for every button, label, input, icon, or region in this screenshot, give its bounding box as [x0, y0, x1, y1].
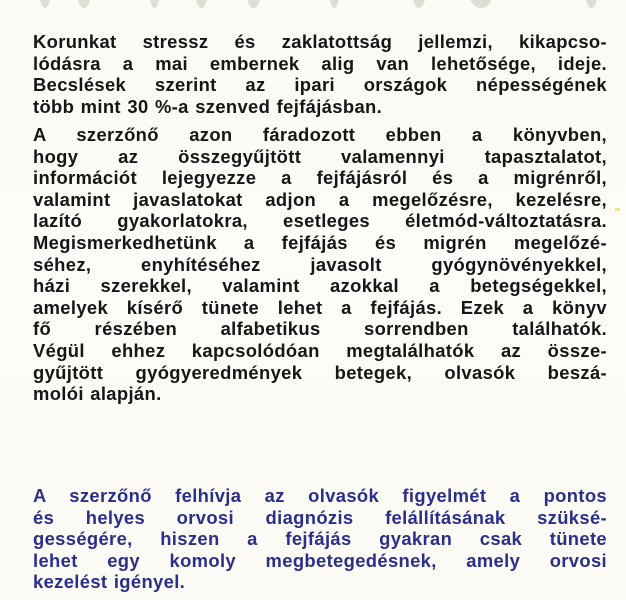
text-line: házi szerekkel, valamint azokkal a betegségekkel, — [33, 275, 607, 297]
text-line: fő részében alfabetikus sorrendben találhatók. — [33, 318, 607, 340]
text-line: Korunkat stressz és zaklatottság jellemzi, kikapcso- — [33, 31, 607, 52]
text-line: lódásra a mai embernek alig van lehetősége, ideje. — [33, 52, 607, 74]
text-line: gyűjtött gyógyeredmények betegek, olvasók beszá- — [33, 361, 607, 383]
text-line: információt lejegyezze a fejfájásról és a migrénről, — [33, 167, 607, 189]
text-line: lazító gyakorlatokra, esetleges életmód-változtatásra. — [33, 210, 607, 232]
text-line: amelyek kísérő tünete lehet a fejfájás. Ezek a könyv — [33, 296, 607, 318]
text-line: valamint javaslatokat adjon a megelőzésre, kezelésre, — [33, 188, 607, 210]
text-line: több mint 30 %-a szenved fejfájásban. — [33, 95, 383, 117]
medical-notice-paragraph — [33, 485, 607, 593]
text-line: gességére, hiszen a fejfájás gyakran csak tünete — [33, 528, 607, 550]
text-line: Megismerkedhetünk a fejfájás és migrén megelőzé- — [33, 231, 607, 253]
text-line: Becslések szerint az ipari országok népességének — [33, 74, 607, 96]
text-line: séhez, enyhítéséhez javasolt gyógynövényekkel, — [33, 253, 607, 275]
cropped-title-remnant — [0, 0, 626, 14]
text-line: A szerzőnő azon fáradozott ebben a könyvben, — [33, 124, 607, 145]
text-line: lehet egy komoly megbetegedésnek, amely orvosi — [33, 549, 607, 571]
text-line: és helyes orvosi diagnózis felállításának szüksé- — [33, 506, 607, 528]
text-line: Végül ehhez kapcsolódóan megtalálhatók az össze- — [33, 339, 607, 361]
text-line: A szerzőnő felhívja az olvasók figyelmét a pontos — [33, 485, 607, 506]
text-line: molói alapján. — [33, 383, 162, 405]
scan-artifact — [615, 208, 620, 211]
book-description-paragraph — [33, 124, 607, 405]
text-line: hogy az összegyűjtött valamennyi tapasztalatot, — [33, 145, 607, 167]
text-line: kezelést igényel. — [33, 571, 186, 593]
intro-paragraph — [33, 31, 607, 117]
